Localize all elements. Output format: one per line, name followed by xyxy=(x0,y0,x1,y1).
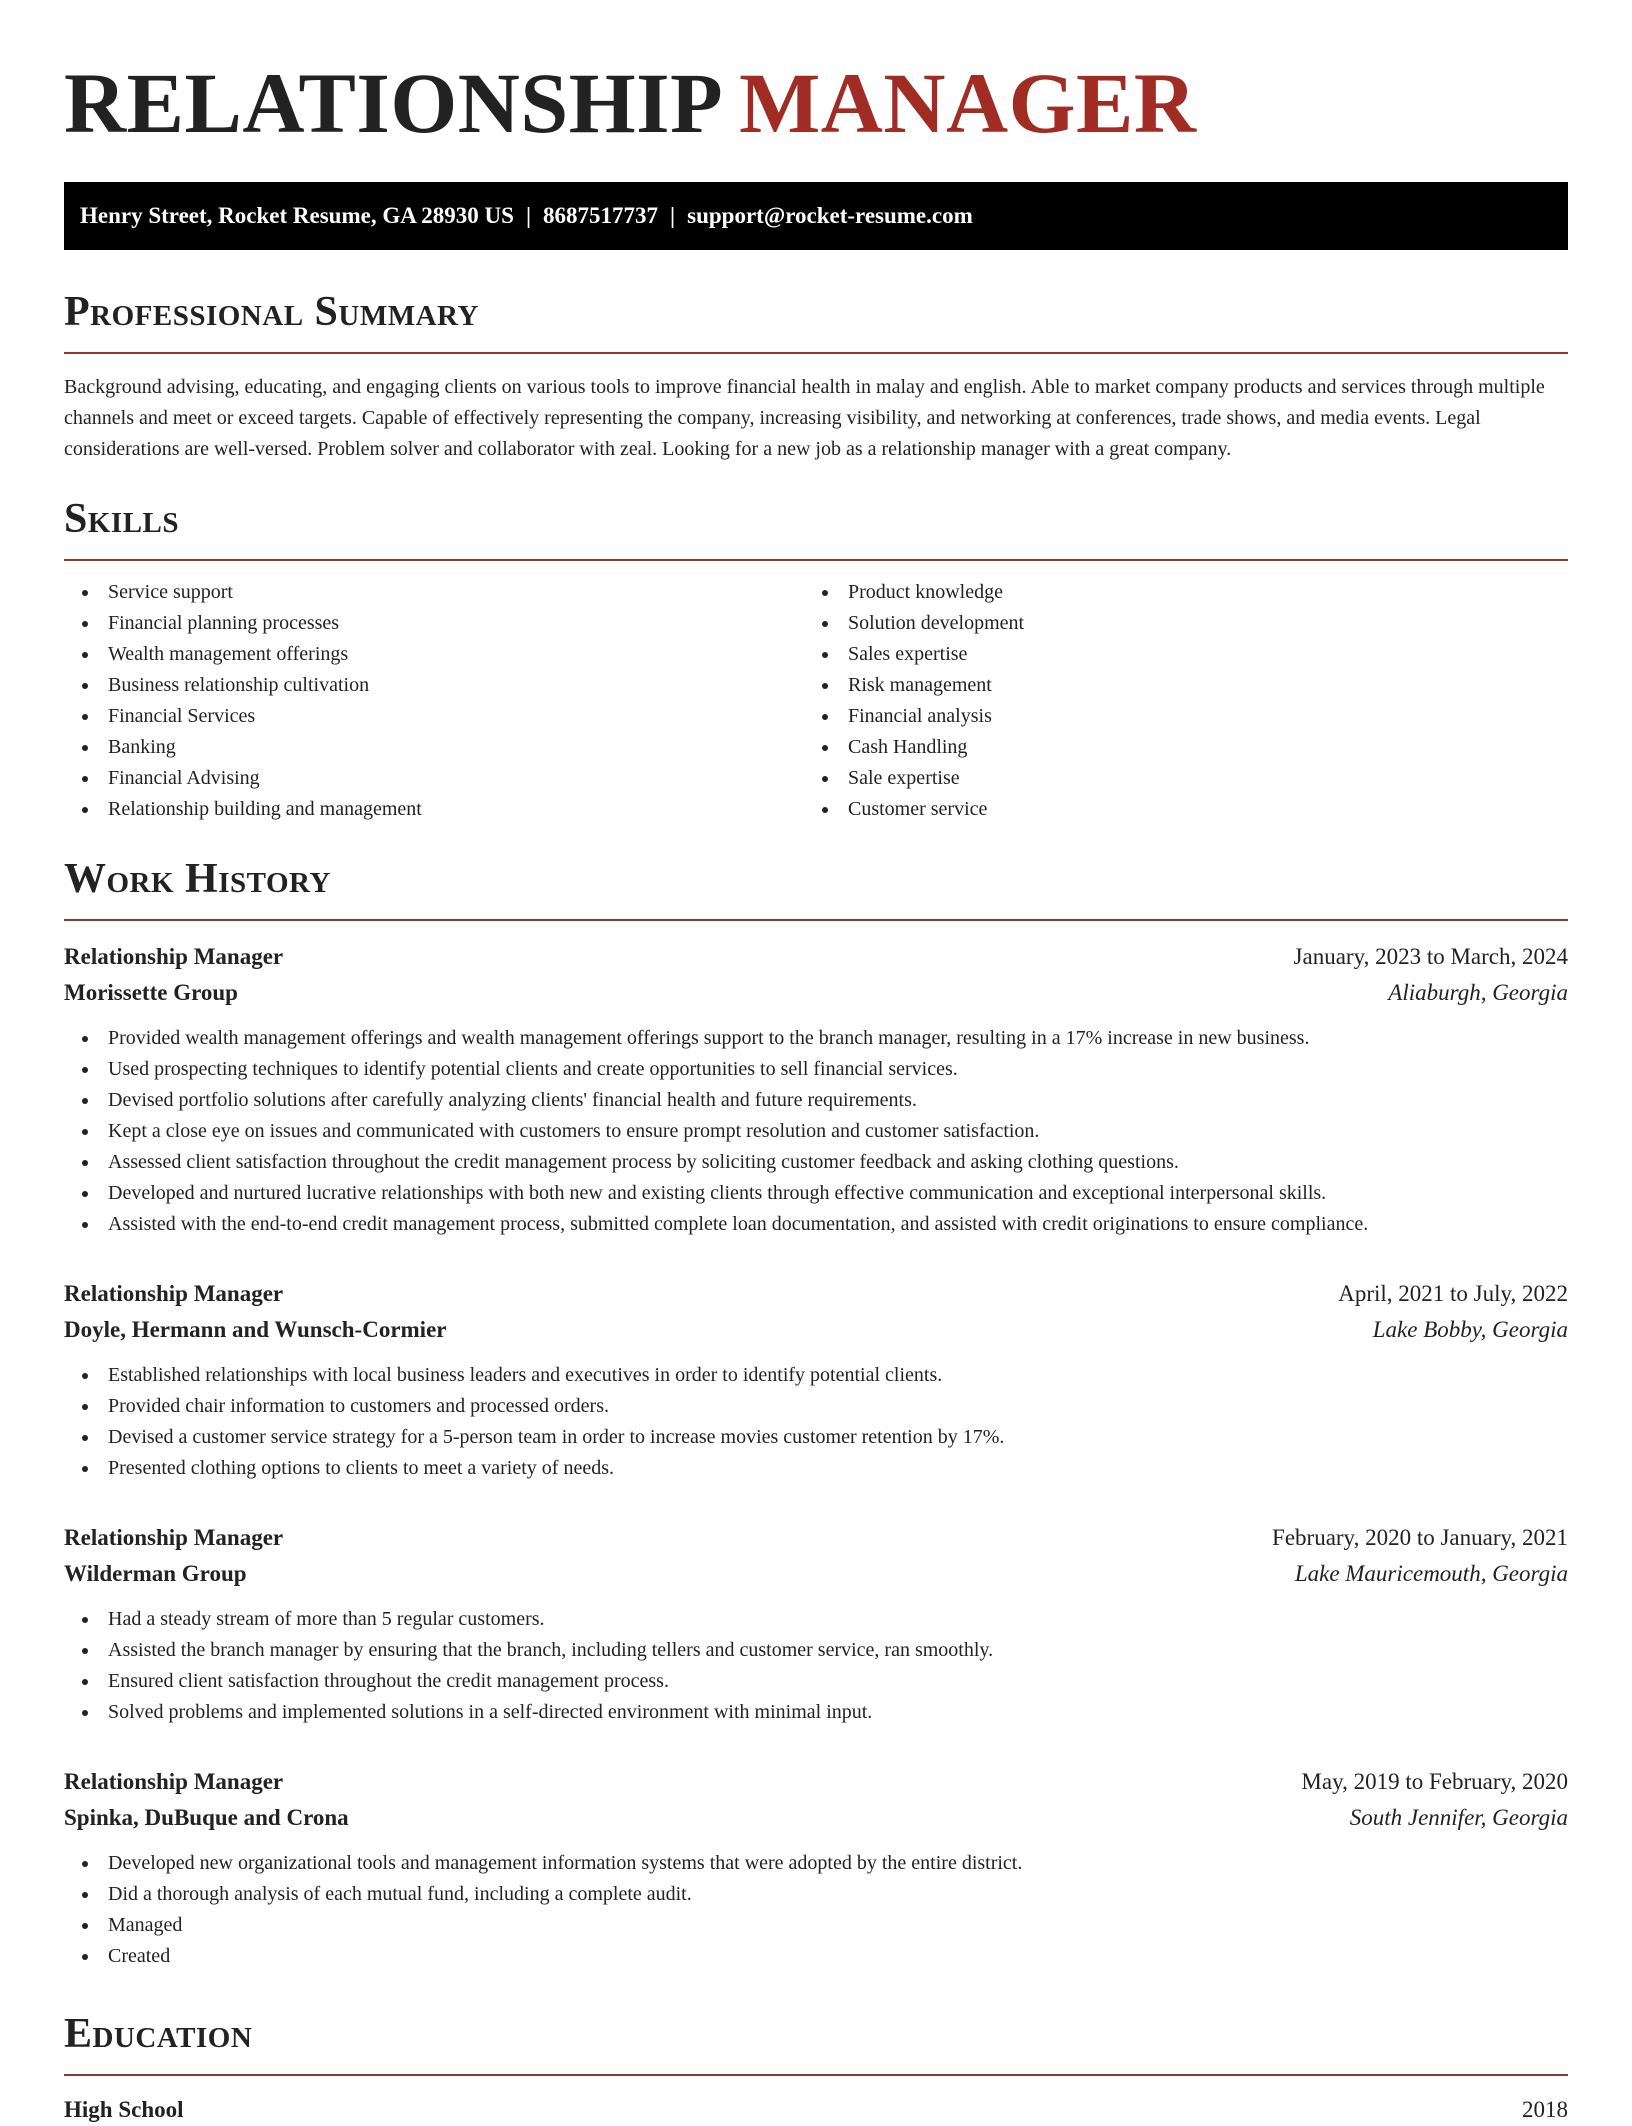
job-company: Wilderman Group xyxy=(64,1561,247,1586)
skill-item: Financial analysis xyxy=(804,701,1544,732)
job-bullet: Developed and nurtured lucrative relationships with both new and existing clients through effective communication and exceptional interpersonal skills. xyxy=(64,1178,1568,1209)
contact-email: support@rocket-resume.com xyxy=(687,203,973,228)
job-title: Relationship Manager xyxy=(64,1525,284,1550)
job-bullet: Kept a close eye on issues and communicated with customers to ensure prompt resolution and customer satisfaction. xyxy=(64,1116,1568,1147)
job-title: Relationship Manager xyxy=(64,1281,284,1306)
job-title: Relationship Manager xyxy=(64,944,284,969)
job-location: Lake Mauricemouth, Georgia xyxy=(1294,1561,1568,1586)
skills-list-right xyxy=(804,577,1544,825)
education-entry xyxy=(64,2094,1568,2126)
job-dates: May, 2019 to February, 2020 xyxy=(1301,1769,1568,1794)
job-company: Doyle, Hermann and Wunsch-Cormier xyxy=(64,1317,447,1342)
job-bullets xyxy=(64,1848,1568,1972)
skill-item: Service support xyxy=(64,577,804,608)
education-heading: Education xyxy=(64,2011,253,2057)
education-year: 2018 xyxy=(1522,2097,1568,2122)
job-entry xyxy=(64,939,1568,1240)
job-bullets xyxy=(64,1360,1568,1484)
contact-bar xyxy=(64,182,1568,250)
job-bullets xyxy=(64,1023,1568,1240)
resume-name xyxy=(64,0,1568,150)
skill-item: Wealth management offerings xyxy=(64,639,804,670)
job-bullet: Created xyxy=(64,1941,1568,1972)
job-bullet: Developed new organizational tools and management information systems that were adopted by the entire district. xyxy=(64,1848,1568,1879)
section-divider xyxy=(64,919,1568,921)
skill-item: Customer service xyxy=(804,794,1544,825)
contact-separator: | xyxy=(525,203,532,228)
contact-address: Henry Street, Rocket Resume, GA 28930 US xyxy=(80,203,514,228)
job-bullet: Devised portfolio solutions after carefully analyzing clients' financial health and future requirements. xyxy=(64,1085,1568,1116)
education-school: High School xyxy=(64,2097,184,2122)
job-company-row xyxy=(64,975,1568,1011)
skill-item: Banking xyxy=(64,732,804,763)
contact-separator: | xyxy=(670,203,676,228)
job-header-row xyxy=(64,1520,1568,1556)
skill-item: Solution development xyxy=(804,608,1544,639)
job-company: Morissette Group xyxy=(64,980,238,1005)
skill-item: Sales expertise xyxy=(804,639,1544,670)
job-bullet: Used prospecting techniques to identify potential clients and create opportunities to sell financial services. xyxy=(64,1054,1568,1085)
section-divider xyxy=(64,2074,1568,2076)
job-bullet: Presented clothing options to clients to meet a variety of needs. xyxy=(64,1453,1568,1484)
skill-item: Sale expertise xyxy=(804,763,1544,794)
job-header-row xyxy=(64,939,1568,975)
section-divider xyxy=(64,559,1568,561)
job-dates: April, 2021 to July, 2022 xyxy=(1338,1281,1568,1306)
job-bullet: Ensured client satisfaction throughout the credit management process. xyxy=(64,1666,1568,1697)
summary-text: Background advising, educating, and engaging clients on various tools to improve financial health in malay and english. Able to market company products and services through multiple channels and meet or exceed targets. Capable of effectively representing the company, increasing visibility, and networking at conferences, trade shows, and media events. Legal considerations are well-versed. Problem solver and collaborator with zeal. Looking for a new job as a relationship manager with a great company. xyxy=(64,376,1545,460)
job-header-row xyxy=(64,1764,1568,1800)
skill-item: Financial Advising xyxy=(64,763,804,794)
job-bullet: Provided wealth management offerings and wealth management offerings support to the branch manager, resulting in a 17% increase in new business. xyxy=(64,1023,1568,1054)
summary-heading: Professional Summary xyxy=(64,289,479,335)
job-entry xyxy=(64,1764,1568,1972)
job-entry xyxy=(64,1520,1568,1728)
skill-item: Cash Handling xyxy=(804,732,1544,763)
job-bullet: Solved problems and implemented solutions in a self-directed environment with minimal input. xyxy=(64,1697,1568,1728)
skill-item: Financial Services xyxy=(64,701,804,732)
job-dates: February, 2020 to January, 2021 xyxy=(1272,1525,1568,1550)
skills-heading: Skills xyxy=(64,496,180,542)
skills-list-left xyxy=(64,577,804,825)
contact-phone: 8687517737 xyxy=(543,203,659,228)
job-company: Spinka, DuBuque and Crona xyxy=(64,1805,349,1830)
job-header-row xyxy=(64,1276,1568,1312)
job-bullet: Assisted with the end-to-end credit management process, submitted complete loan documentation, and assisted with credit originations to ensure compliance. xyxy=(64,1209,1568,1240)
job-entry xyxy=(64,1276,1568,1484)
job-bullet: Established relationships with local business leaders and executives in order to identify potential clients. xyxy=(64,1360,1568,1391)
job-location: Aliaburgh, Georgia xyxy=(1388,980,1568,1005)
section-divider xyxy=(64,352,1568,354)
job-bullet: Provided chair information to customers and processed orders. xyxy=(64,1391,1568,1422)
job-location: South Jennifer, Georgia xyxy=(1349,1805,1568,1830)
skill-item: Risk management xyxy=(804,670,1544,701)
skill-item: Financial planning processes xyxy=(64,608,804,639)
work-history-heading: Work History xyxy=(64,856,331,902)
skills-columns xyxy=(64,577,1568,825)
job-bullet: Assessed client satisfaction throughout the credit management process by soliciting customer feedback and asking clothing questions. xyxy=(64,1147,1568,1178)
job-bullet: Devised a customer service strategy for a 5-person team in order to increase movies customer retention by 17%. xyxy=(64,1422,1568,1453)
name-last: MANAGER xyxy=(739,55,1197,151)
job-bullet: Did a thorough analysis of each mutual fund, including a complete audit. xyxy=(64,1879,1568,1910)
job-title: Relationship Manager xyxy=(64,1769,284,1794)
skill-item: Relationship building and management xyxy=(64,794,804,825)
job-location: Lake Bobby, Georgia xyxy=(1372,1317,1568,1342)
name-first: RELATIONSHIP xyxy=(64,55,724,151)
skill-item: Product knowledge xyxy=(804,577,1544,608)
job-dates: January, 2023 to March, 2024 xyxy=(1293,944,1568,969)
job-bullet: Managed xyxy=(64,1910,1568,1941)
job-company-row xyxy=(64,1556,1568,1592)
job-bullet: Assisted the branch manager by ensuring that the branch, including tellers and customer service, ran smoothly. xyxy=(64,1635,1568,1666)
job-bullets xyxy=(64,1604,1568,1728)
skill-item: Business relationship cultivation xyxy=(64,670,804,701)
job-company-row xyxy=(64,1312,1568,1348)
job-bullet: Had a steady stream of more than 5 regular customers. xyxy=(64,1604,1568,1635)
job-company-row xyxy=(64,1800,1568,1836)
